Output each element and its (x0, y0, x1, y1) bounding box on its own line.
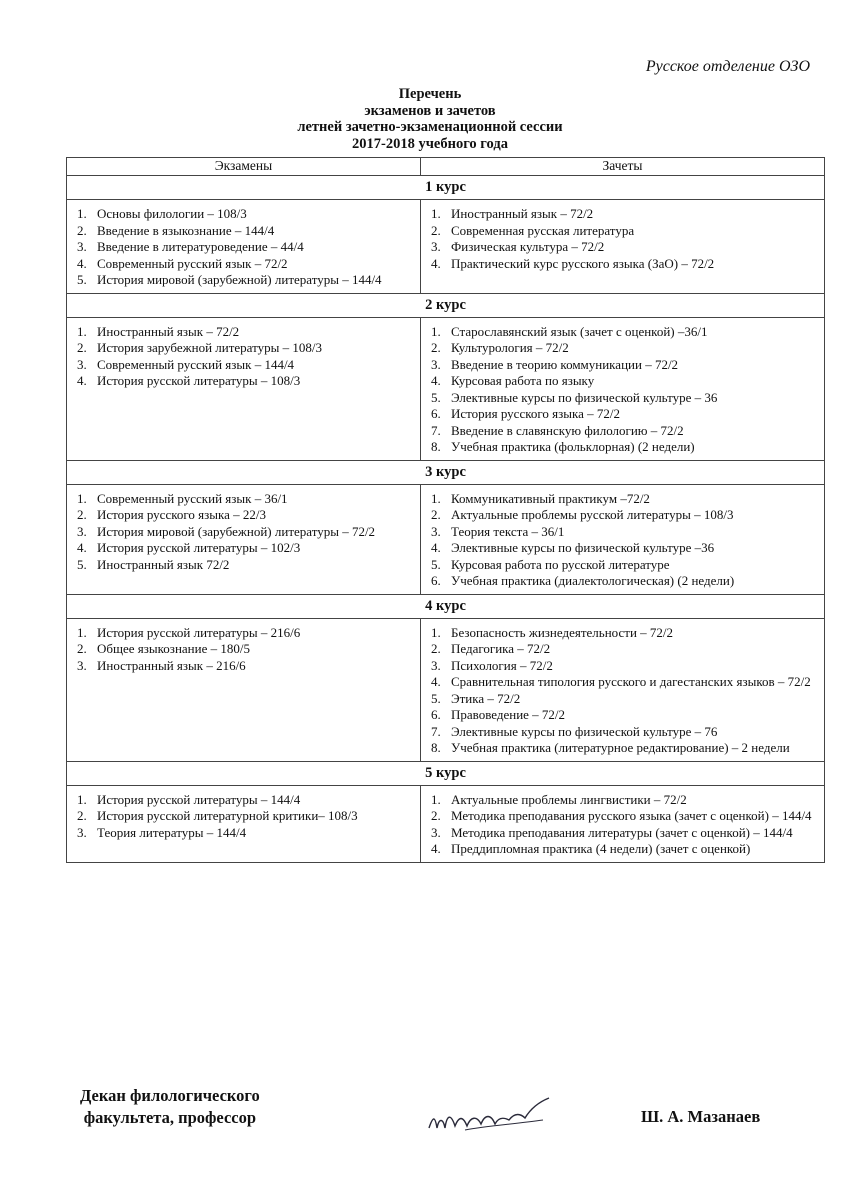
list-item (431, 423, 818, 440)
table-header-row (67, 158, 825, 176)
exams-cell (67, 317, 421, 460)
item-number: 3. (431, 657, 441, 673)
list-item (431, 373, 818, 390)
list-item (431, 625, 818, 642)
list-item (431, 357, 818, 374)
course-content-row (67, 317, 825, 460)
item-text: Учебная практика (диалектологическая) (2 недели) (451, 573, 735, 588)
item-text: История русского языка – 22/3 (97, 507, 266, 522)
item-text: Методика преподавания русского языка (зачет с оценкой) – 144/4 (451, 808, 812, 823)
item-number: 8. (431, 439, 441, 454)
list-item (431, 324, 818, 341)
item-text: Иностранный язык – 72/2 (451, 206, 594, 221)
item-number: 3. (77, 657, 87, 673)
item-text: Элективные курсы по физической культуре –36 (451, 540, 715, 555)
schedule-table (66, 157, 825, 863)
document-title (0, 86, 860, 152)
list-item (77, 239, 414, 256)
item-text: Педагогика – 72/2 (451, 641, 551, 656)
item-number: 2. (431, 641, 441, 656)
list-item (431, 491, 818, 508)
item-number: 4. (77, 540, 87, 555)
item-number: 5. (77, 556, 87, 572)
list-item (77, 524, 414, 541)
item-text: Современный русский язык – 144/4 (97, 356, 295, 372)
list-item (431, 390, 818, 407)
item-number: 7. (431, 723, 441, 739)
item-number: 5. (431, 690, 441, 706)
list-item (77, 324, 414, 341)
item-number: 3. (77, 824, 87, 840)
credits-list (431, 792, 818, 858)
item-text: История русской литературы – 102/3 (97, 540, 301, 555)
credits-list (431, 324, 818, 456)
item-number: 2. (431, 222, 441, 238)
position-line-2: факультета, профессор (83, 1108, 257, 1127)
item-number: 1. (431, 624, 441, 640)
list-item (77, 808, 414, 825)
item-text: История русской литературы – 216/6 (97, 624, 301, 640)
item-text: История мировой (зарубежной) литературы – 144/4 (97, 272, 382, 287)
course-content-row (67, 484, 825, 594)
item-number: 8. (431, 740, 441, 755)
item-number: 4. (431, 255, 441, 271)
list-item (77, 792, 414, 809)
list-item (431, 691, 818, 708)
item-number: 2. (77, 808, 87, 823)
list-item (431, 256, 818, 273)
list-item (431, 573, 818, 590)
list-item (77, 625, 414, 642)
exams-cell (67, 618, 421, 761)
list-item (77, 272, 414, 289)
item-text: Иностранный язык – 72/2 (97, 323, 240, 339)
item-text: История русской литературной критики– 108/3 (97, 808, 358, 823)
item-number: 1. (77, 323, 87, 339)
course-content-row (67, 200, 825, 294)
list-item (431, 841, 818, 858)
course-label: 3 курс (67, 460, 825, 484)
item-text: Актуальные проблемы лингвистики – 72/2 (451, 791, 687, 807)
credits-header: Зачеты (421, 158, 825, 176)
list-item (431, 406, 818, 423)
exams-list (77, 792, 414, 842)
item-number: 3. (77, 523, 87, 539)
item-number: 2. (77, 340, 87, 355)
list-item (77, 825, 414, 842)
exams-list (77, 491, 414, 574)
credits-cell (421, 785, 825, 862)
item-number: 4. (431, 841, 441, 856)
credits-cell (421, 618, 825, 761)
list-item (431, 540, 818, 557)
list-item (431, 507, 818, 524)
list-item (77, 340, 414, 357)
list-item (431, 724, 818, 741)
list-item (431, 674, 818, 691)
exams-list (77, 324, 414, 390)
list-item (431, 557, 818, 574)
list-item (77, 373, 414, 390)
item-number: 4. (77, 373, 87, 388)
credits-cell (421, 484, 825, 594)
title-line-3: летней зачетно-экзаменационной сессии (297, 119, 563, 135)
item-text: Сравнительная типология русского и дагестанских языков – 72/2 (451, 674, 811, 689)
course-row (67, 594, 825, 618)
list-item (77, 206, 414, 223)
credits-cell (421, 200, 825, 294)
item-text: Теория литературы – 144/4 (97, 824, 247, 840)
item-number: 4. (431, 674, 441, 689)
item-text: Старославянский язык (зачет с оценкой) –36/1 (451, 323, 708, 339)
list-item (431, 808, 818, 825)
list-item (77, 256, 414, 273)
item-text: Преддипломная практика (4 недели) (зачет с оценкой) (451, 841, 751, 856)
list-item (431, 524, 818, 541)
list-item (431, 340, 818, 357)
exams-list (77, 625, 414, 675)
course-label: 5 курс (67, 761, 825, 785)
list-item (431, 223, 818, 240)
course-row (67, 176, 825, 200)
item-text: Современный русский язык – 36/1 (97, 490, 288, 506)
list-item (431, 206, 818, 223)
item-number: 2. (431, 507, 441, 522)
position-line-1: Декан филологического (80, 1086, 260, 1105)
item-text: Введение в славянскую филологию – 72/2 (451, 422, 684, 438)
list-item (77, 557, 414, 574)
item-number: 7. (431, 422, 441, 438)
item-text: История русской литературы – 144/4 (97, 791, 301, 807)
item-number: 2. (431, 808, 441, 823)
item-text: История русской литературы – 108/3 (97, 373, 301, 388)
course-label: 2 курс (67, 293, 825, 317)
list-item (431, 792, 818, 809)
course-row (67, 460, 825, 484)
item-number: 1. (431, 206, 441, 221)
item-number: 1. (77, 791, 87, 807)
item-number: 1. (77, 624, 87, 640)
item-number: 4. (431, 540, 441, 555)
item-number: 2. (77, 507, 87, 522)
item-number: 2. (77, 222, 87, 238)
list-item (77, 658, 414, 675)
item-text: Физическая культура – 72/2 (451, 239, 605, 254)
item-text: Учебная практика (литературное редактирование) – 2 недели (451, 740, 790, 755)
item-text: Правоведение – 72/2 (451, 707, 566, 722)
list-item (431, 641, 818, 658)
exams-header: Экзамены (67, 158, 421, 176)
exams-list (77, 206, 414, 289)
signatory-position (80, 1085, 260, 1129)
item-number: 2. (77, 641, 87, 656)
item-number: 2. (431, 340, 441, 355)
item-text: Введение в литературоведение – 44/4 (97, 239, 304, 254)
title-line-1: Перечень (398, 86, 462, 102)
credits-list (431, 491, 818, 590)
list-item (77, 223, 414, 240)
exams-cell (67, 785, 421, 862)
course-content-row (67, 618, 825, 761)
item-text: Методика преподавания литературы (зачет с оценкой) – 144/4 (451, 824, 793, 840)
item-text: Элективные курсы по физической культуре – 76 (451, 723, 718, 739)
table-body (67, 176, 825, 863)
course-label: 4 курс (67, 594, 825, 618)
list-item (431, 239, 818, 256)
signatory-name: Ш. А. Мазанаев (641, 1107, 761, 1126)
list-item (431, 825, 818, 842)
item-text: Практический курс русского языка (ЗаО) – 72/2 (451, 255, 715, 271)
item-text: Психология – 72/2 (451, 657, 553, 673)
title-line-2: экзаменов и зачетов (364, 102, 496, 119)
item-number: 5. (77, 272, 87, 287)
item-number: 5. (431, 389, 441, 405)
credits-cell (421, 317, 825, 460)
course-row (67, 761, 825, 785)
item-text: Учебная практика (фольклорная) (2 недели) (451, 439, 695, 454)
item-text: Введение в языкознание – 144/4 (97, 222, 275, 238)
item-text: Курсовая работа по русской литературе (451, 556, 670, 572)
item-number: 4. (77, 255, 87, 271)
item-number: 6. (431, 707, 441, 722)
course-content-row (67, 785, 825, 862)
list-item (77, 641, 414, 658)
item-text: История мировой (зарубежной) литературы – 72/2 (97, 523, 376, 539)
list-item (431, 740, 818, 757)
item-text: Коммуникативный практикум –72/2 (451, 490, 650, 506)
credits-list (431, 625, 818, 757)
course-row (67, 293, 825, 317)
item-number: 1. (431, 323, 441, 339)
item-number: 1. (77, 206, 87, 221)
item-number: 3. (77, 239, 87, 254)
item-number: 3. (77, 356, 87, 372)
handwritten-signature (425, 1090, 555, 1140)
item-text: Современный русский язык – 72/2 (97, 255, 288, 271)
item-text: Актуальные проблемы русской литературы – 108/3 (451, 507, 734, 522)
list-item (77, 491, 414, 508)
item-number: 1. (431, 490, 441, 506)
item-number: 6. (431, 573, 441, 588)
department-label: Русское отделение ОЗО (645, 58, 810, 75)
item-number: 1. (77, 490, 87, 506)
item-text: Введение в теорию коммуникации – 72/2 (451, 356, 679, 372)
item-text: Безопасность жизнедеятельности – 72/2 (451, 624, 674, 640)
item-text: Этика – 72/2 (451, 690, 521, 706)
item-text: История русского языка – 72/2 (451, 406, 620, 421)
item-text: Культурология – 72/2 (451, 340, 569, 355)
item-number: 3. (431, 239, 441, 254)
list-item (77, 357, 414, 374)
title-line-4: 2017-2018 учебного года (352, 135, 508, 152)
item-text: Общее языкознание – 180/5 (97, 641, 250, 656)
item-text: Иностранный язык 72/2 (97, 556, 230, 572)
item-text: Элективные курсы по физической культуре – 36 (451, 389, 718, 405)
credits-list (431, 206, 818, 272)
exams-cell (67, 200, 421, 294)
list-item (77, 540, 414, 557)
list-item (431, 658, 818, 675)
item-text: Курсовая работа по языку (451, 373, 595, 388)
list-item (431, 439, 818, 456)
item-text: Современная русская литература (451, 222, 635, 238)
item-number: 1. (431, 791, 441, 807)
item-text: Теория текста – 36/1 (451, 523, 565, 539)
item-text: История зарубежной литературы – 108/3 (97, 340, 322, 355)
list-item (77, 507, 414, 524)
item-number: 3. (431, 824, 441, 840)
item-number: 4. (431, 373, 441, 388)
item-number: 5. (431, 556, 441, 572)
item-text: Иностранный язык – 216/6 (97, 657, 246, 673)
list-item (431, 707, 818, 724)
item-number: 3. (431, 356, 441, 372)
course-label: 1 курс (67, 176, 825, 200)
item-number: 6. (431, 406, 441, 421)
item-number: 3. (431, 523, 441, 539)
exams-cell (67, 484, 421, 594)
item-text: Основы филологии – 108/3 (97, 206, 247, 221)
